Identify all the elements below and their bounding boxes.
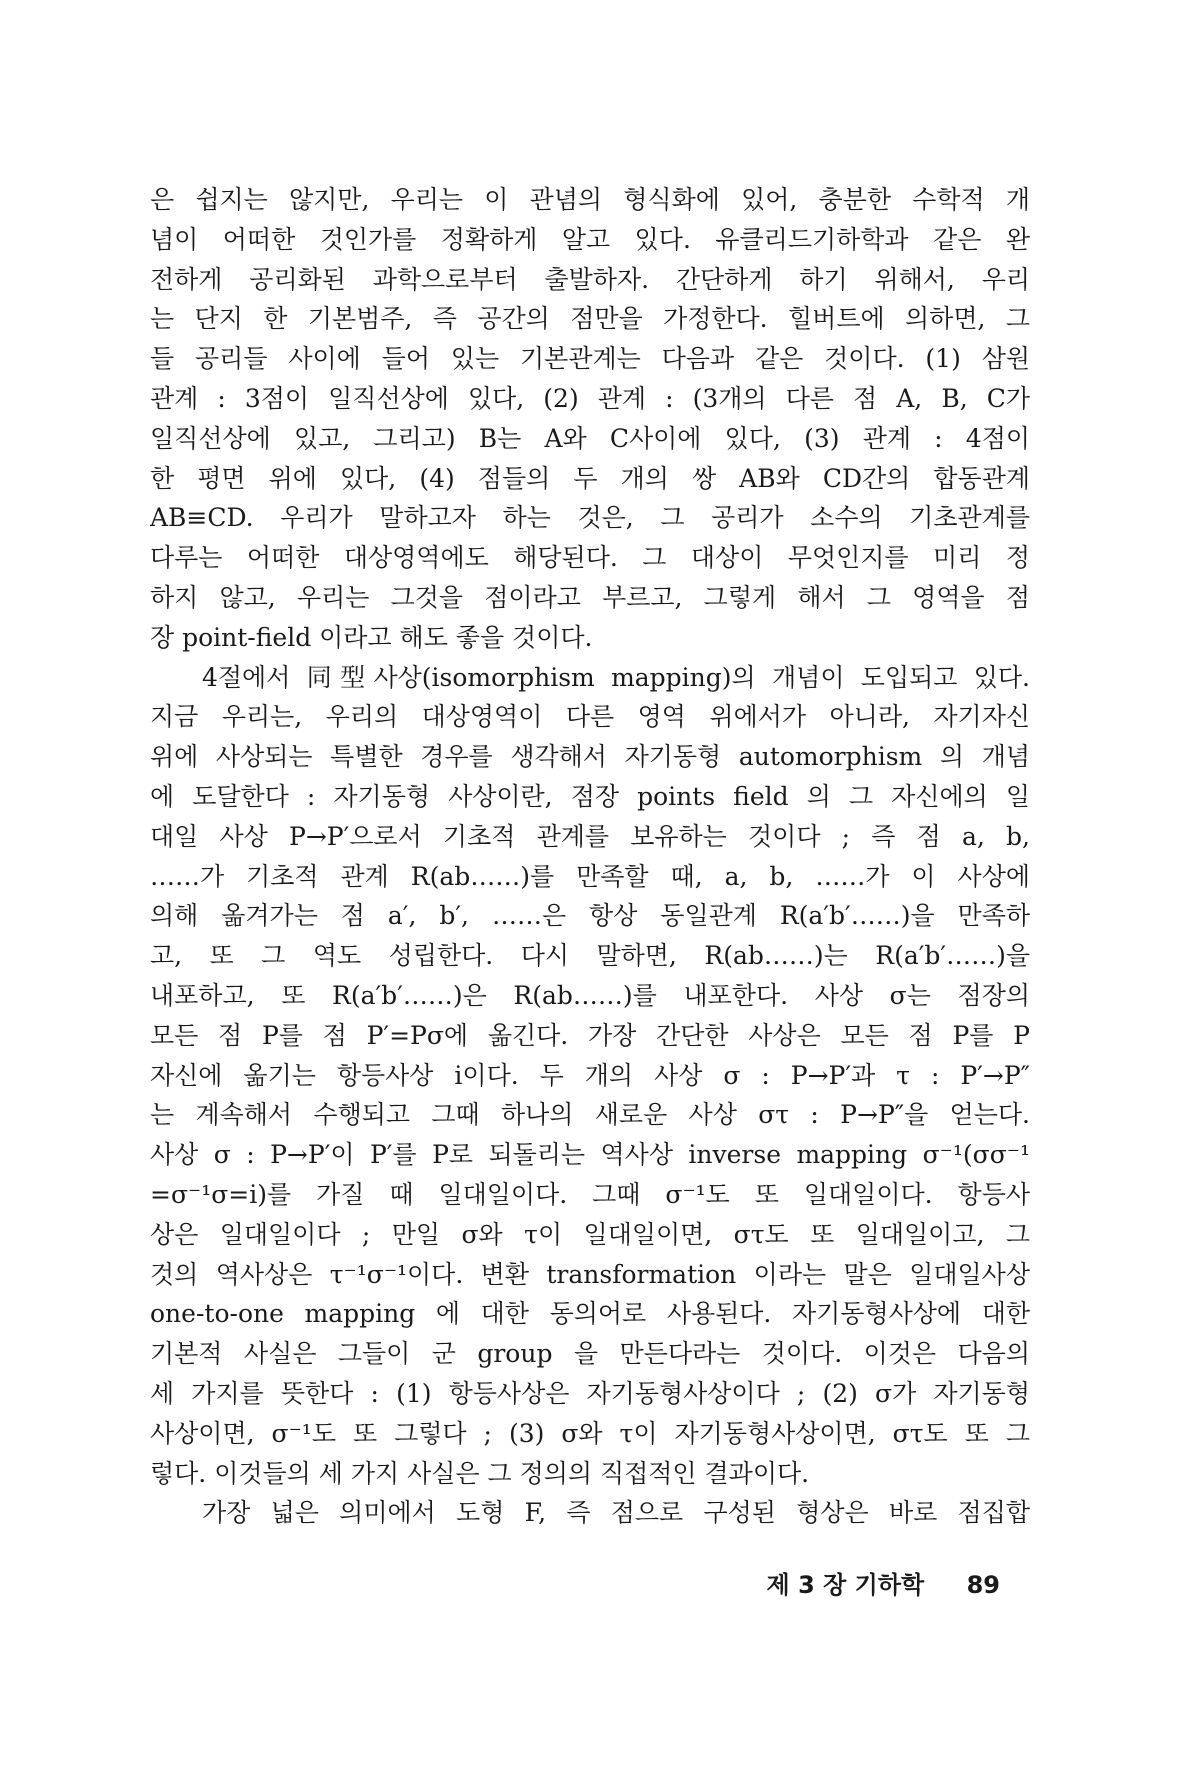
page-footer xyxy=(767,1565,1000,1600)
text-line: 렇다. 이것들의 세 가지 사실은 그 정의의 직접적인 결과이다. xyxy=(150,1458,810,1488)
text-line: 지금 우리는, 우리의 대상영역이 다른 영역 위에서가 아니라, 자기자신 xyxy=(150,702,1030,732)
body-text xyxy=(150,180,1030,1533)
text-line: 고, 또 그 역도 성립한다. 다시 말하면, R(ab……)는 R(a′b′……)을 xyxy=(150,941,1030,971)
text-line: 일직선상에 있고, 그리고) B는 A와 C사이에 있다, (3) 관계 : 4점이 xyxy=(150,423,1030,453)
text-line: 관계 : 3점이 일직선상에 있다, (2) 관계 : (3개의 다른 점 A, B, C가 xyxy=(150,383,1030,413)
text-line: 세 가지를 뜻한다 : (1) 항등사상은 자기동형사상이다 ; (2) σ가 자기동형 xyxy=(150,1378,1030,1408)
paragraph-start-line: 가장 넓은 의미에서 도형 F, 즉 점으로 구성된 형상은 바로 점집합 xyxy=(202,1498,1030,1528)
paragraph-start-line: 4절에서 同型사상(isomorphism mapping)의 개념이 도입되고 있다. xyxy=(202,662,1030,692)
text-line: ……가 기초적 관계 R(ab……)를 만족할 때, a, b, ……가 이 사상에 xyxy=(150,861,1030,891)
text-line: 자신에 옮기는 항등사상 i이다. 두 개의 사상 σ : P→P′과 τ : P′→P″ xyxy=(150,1060,1030,1090)
running-footer-chapter xyxy=(767,1571,933,1599)
text-line: 장 point-field 이라고 해도 좋을 것이다. xyxy=(150,622,593,652)
text-line: 사상이면, σ⁻¹도 또 그렇다 ; (3) σ와 τ이 자기동형사상이면, στ도 또 그 xyxy=(150,1418,1030,1448)
text-line: 상은 일대일이다 ; 만일 σ와 τ이 일대일이면, στ도 또 일대일이고, 그 xyxy=(150,1219,1030,1249)
text-line: 에 도달한다 : 자기동형 사상이란, 점장 points field 의 그 자신에의 일 xyxy=(150,781,1030,811)
text-line: one-to-one mapping 에 대한 동의어로 사용된다. 자기동형사상에 대한 xyxy=(150,1299,1030,1329)
text-line: 는 계속해서 수행되고 그때 하나의 새로운 사상 στ : P→P″을 얻는다. xyxy=(150,1100,1030,1130)
text-line: 위에 사상되는 특별한 경우를 생각해서 자기동형 automorphism 의 개념 xyxy=(150,742,1030,772)
text-line: 모든 점 P를 점 P′=Pσ에 옮긴다. 가장 간단한 사상은 모든 점 P를 P xyxy=(150,1020,1030,1050)
text-line: 의해 옮겨가는 점 a′, b′, ……은 항상 동일관계 R(a′b′……)을 만족하 xyxy=(150,901,1030,931)
text-line: 하지 않고, 우리는 그것을 점이라고 부르고, 그렇게 해서 그 영역을 점 xyxy=(150,582,1030,612)
text-line: 것의 역사상은 τ⁻¹σ⁻¹이다. 변환 transformation 이라는 말은 일대일사상 xyxy=(150,1259,1030,1289)
chapter-label: 제 3 장 xyxy=(766,1571,847,1599)
text-line: 들 공리들 사이에 들어 있는 기본관계는 다음과 같은 것이다. (1) 삼원 xyxy=(150,344,1030,374)
text-line: 은 쉽지는 않지만, 우리는 이 관념의 형식화에 있어, 충분한 수학적 개 xyxy=(150,185,1030,214)
text-line: 사상 σ : P→P′이 P′를 P로 되돌리는 역사상 inverse mapping σ⁻¹(σσ⁻¹ xyxy=(150,1140,1030,1170)
text-line: 다루는 어떠한 대상영역에도 해당된다. 그 대상이 무엇인지를 미리 정 xyxy=(150,543,1030,573)
text-line: 념이 어떠한 것인가를 정확하게 알고 있다. 유클리드기하학과 같은 완 xyxy=(150,224,1030,254)
text-line: 한 평면 위에 있다, (4) 점들의 두 개의 쌍 AB와 CD간의 합동관계 xyxy=(150,463,1030,493)
text-line: 기본적 사실은 그들이 군 group 을 만든다라는 것이다. 이것은 다음의 xyxy=(150,1339,1030,1369)
text-line: AB≡CD. 우리가 말하고자 하는 것은, 그 공리가 소수의 기초관계를 xyxy=(150,503,1030,533)
text-line: 대일 사상 P→P′으로서 기초적 관계를 보유하는 것이다 ; 즉 점 a, b, xyxy=(150,821,1030,851)
text-line: 내포하고, 또 R(a′b′……)은 R(ab……)를 내포한다. 사상 σ는 점장의 xyxy=(150,980,1030,1010)
chapter-title: 기하학 xyxy=(854,1571,925,1599)
page-number: 89 xyxy=(966,1571,1000,1599)
text-line: =σ⁻¹σ=i)를 가질 때 일대일이다. 그때 σ⁻¹도 또 일대일이다. 항등사 xyxy=(150,1179,1030,1209)
text-line: 는 단지 한 기본범주, 즉 공간의 점만을 가정한다. 힐버트에 의하면, 그 xyxy=(150,304,1030,334)
text-line: 전하게 공리화된 과학으로부터 출발하자. 간단하게 하기 위해서, 우리 xyxy=(150,264,1030,294)
